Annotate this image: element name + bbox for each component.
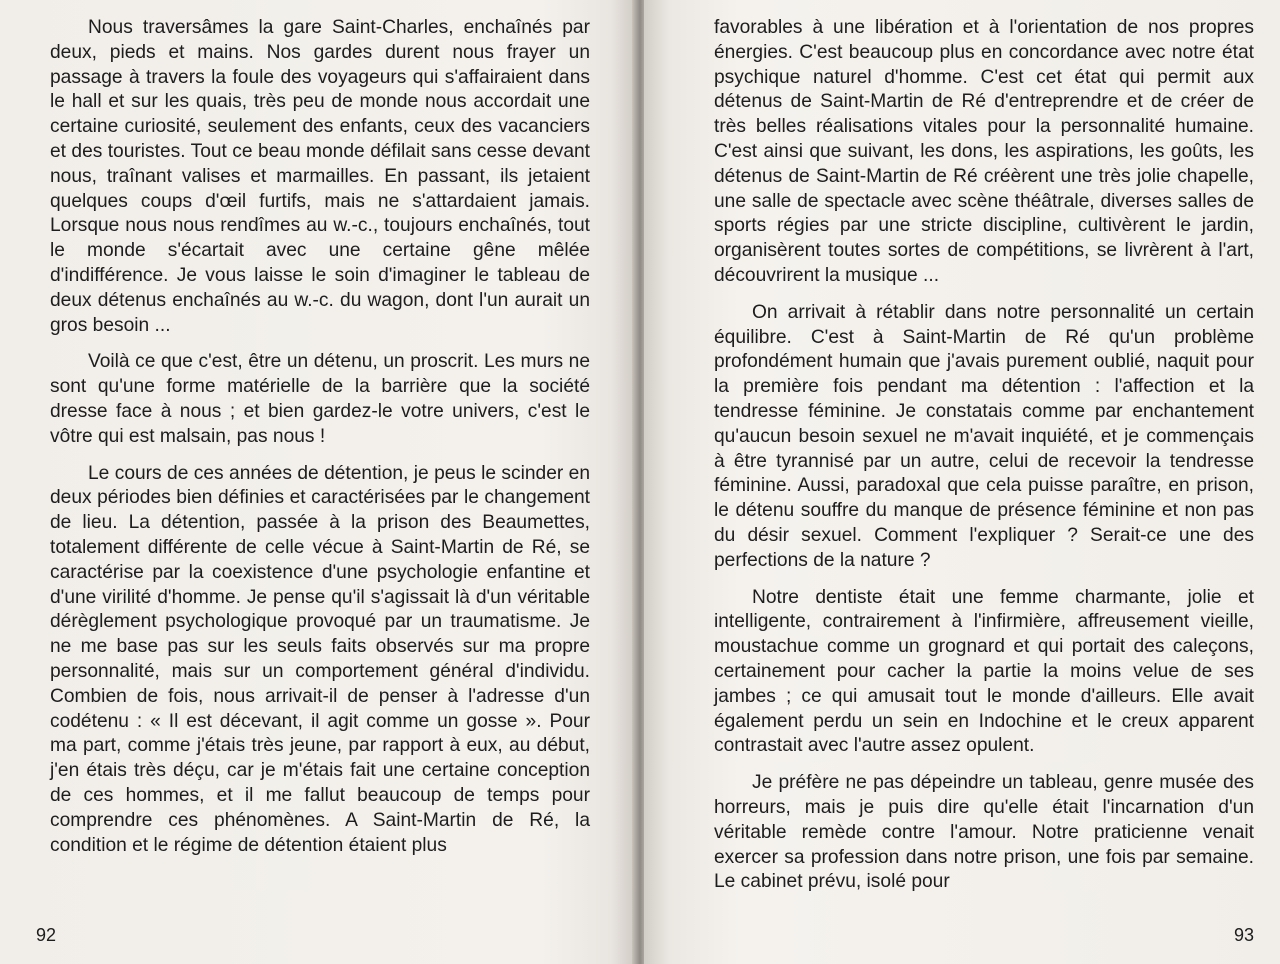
paragraph: Notre dentiste était une femme charmante, jolie et intelligente, contrairement à l'infirmière, affreusement vieille, moustachue comme un grognard et qui portait des caleçons, certainement pour cacher la partie la moins velue de ses jambes ; ce qui amusait tout le monde d'ailleurs. Elle avait également perdu un sein en Indochine et le creux apparent contrastait avec l'autre assez opulent. bbox=[714, 586, 1254, 757]
left-page bbox=[0, 0, 636, 964]
paragraph: Je préfère ne pas dépeindre un tableau, genre musée des horreurs, mais je puis dire qu'elle était l'incarnation d'un véritable remède contre l'amour. Notre praticienne venait exercer sa profession dans notre prison, une fois par semaine. Le cabinet prévu, isolé pour bbox=[714, 772, 1254, 893]
left-page-text bbox=[50, 16, 590, 858]
right-page bbox=[644, 0, 1280, 964]
page-number: 92 bbox=[36, 925, 57, 945]
page-number: 93 bbox=[1233, 925, 1254, 945]
right-page-text bbox=[714, 16, 1254, 895]
paragraph: Voilà ce que c'est, être un détenu, un proscrit. Les murs ne sont qu'une forme matérielle de la barrière que la société dresse face à nous ; et bien gardez-le votre univers, c'est le vôtre qui est malsain, pas nous ! bbox=[50, 351, 590, 447]
paragraph: Nous traversâmes la gare Saint-Charles, enchaînés par deux, pieds et mains. Nos gardes durent nous frayer un passage à travers la foule des voyageurs qui s'affairaient dans le hall et sur les quais, très peu de monde nous accordait une certaine curiosité, seulement des enfants, ceux des vacanciers et des touristes. Tout ce beau monde défilait sans cesse devant nous, traînant valises et marmailles. En passant, ils jetaient quelques coups d'œil furtifs, mais ne s'attardaient jamais. Lorsque nous nous rendîmes au w.-c., toujours enchaînés, tout le monde s'écartait avec une certaine gêne mêlée d'indifférence. Je vous laisse le soin d'imaginer le tableau de deux détenus enchaînés au w.-c. du wagon, dont l'un aurait un gros besoin ... bbox=[50, 17, 590, 336]
paragraph: Le cours de ces années de détention, je peus le scinder en deux périodes bien définies et caractérisées par le changement de lieu. La détention, passée à la prison des Beaumettes, totalement différente de celle vécue à Saint-Martin de Ré, se caractérise par la coexistence d'une psychologie enfantine et d'une virilité d'homme. Je pense qu'il s'agissait là d'un véritable dérèglement psychologique provoqué par un traumatisme. Je ne me base pas sur les seuls faits observés sur ma propre personnalité, mais sur un comportement général d'individu. Combien de fois, nous arrivait-il de penser à l'adresse d'un codétenu : « Il est décevant, il agit comme un gosse ». Pour ma part, comme j'étais très jeune, par rapport à eux, au début, j'en étais très déçu, car je m'étais fait une certaine conception de ces hommes, et il me fallut beaucoup de temps pour comprendre ces phénomènes. A Saint-Martin de Ré, la condition et le régime de détention étaient plus bbox=[50, 462, 590, 856]
paragraph: favorables à une libération et à l'orientation de nos propres énergies. C'est beaucoup plus en concordance avec notre état psychique naturel d'homme. C'est cet état qui permit aux détenus de Saint-Martin de Ré d'entreprendre et de créer de très belles réalisations vitales pour la personnalité humaine. C'est ainsi que suivant, les dons, les aspirations, les goûts, les détenus de Saint-Martin de Ré créèrent une très jolie chapelle, une salle de spectacle avec scène théâtrale, diverses salles de sports régies par une stricte discipline, cultivèrent le jardin, organisèrent toutes sortes de compétitions, se livrèrent à l'art, découvrirent la musique ... bbox=[714, 17, 1254, 286]
paragraph: On arrivait à rétablir dans notre personnalité un certain équilibre. C'est à Saint-Martin de Ré qu'un problème profondément humain que j'avais purement oublié, naquit pour la première fois pendant ma détention : l'affection et la tendresse féminine. Je constatais comme par enchantement qu'aucun besoin sexuel ne m'avait inquiété, et je commençais à être tyrannisé par un autre, celui de recevoir la tendresse féminine. Aussi, paradoxal que cela puisse paraître, en prison, le détenu souffre du manque de présence féminine et non pas du désir sexuel. Comment l'expliquer ? Serait-ce une des perfections de la nature ? bbox=[714, 301, 1254, 571]
